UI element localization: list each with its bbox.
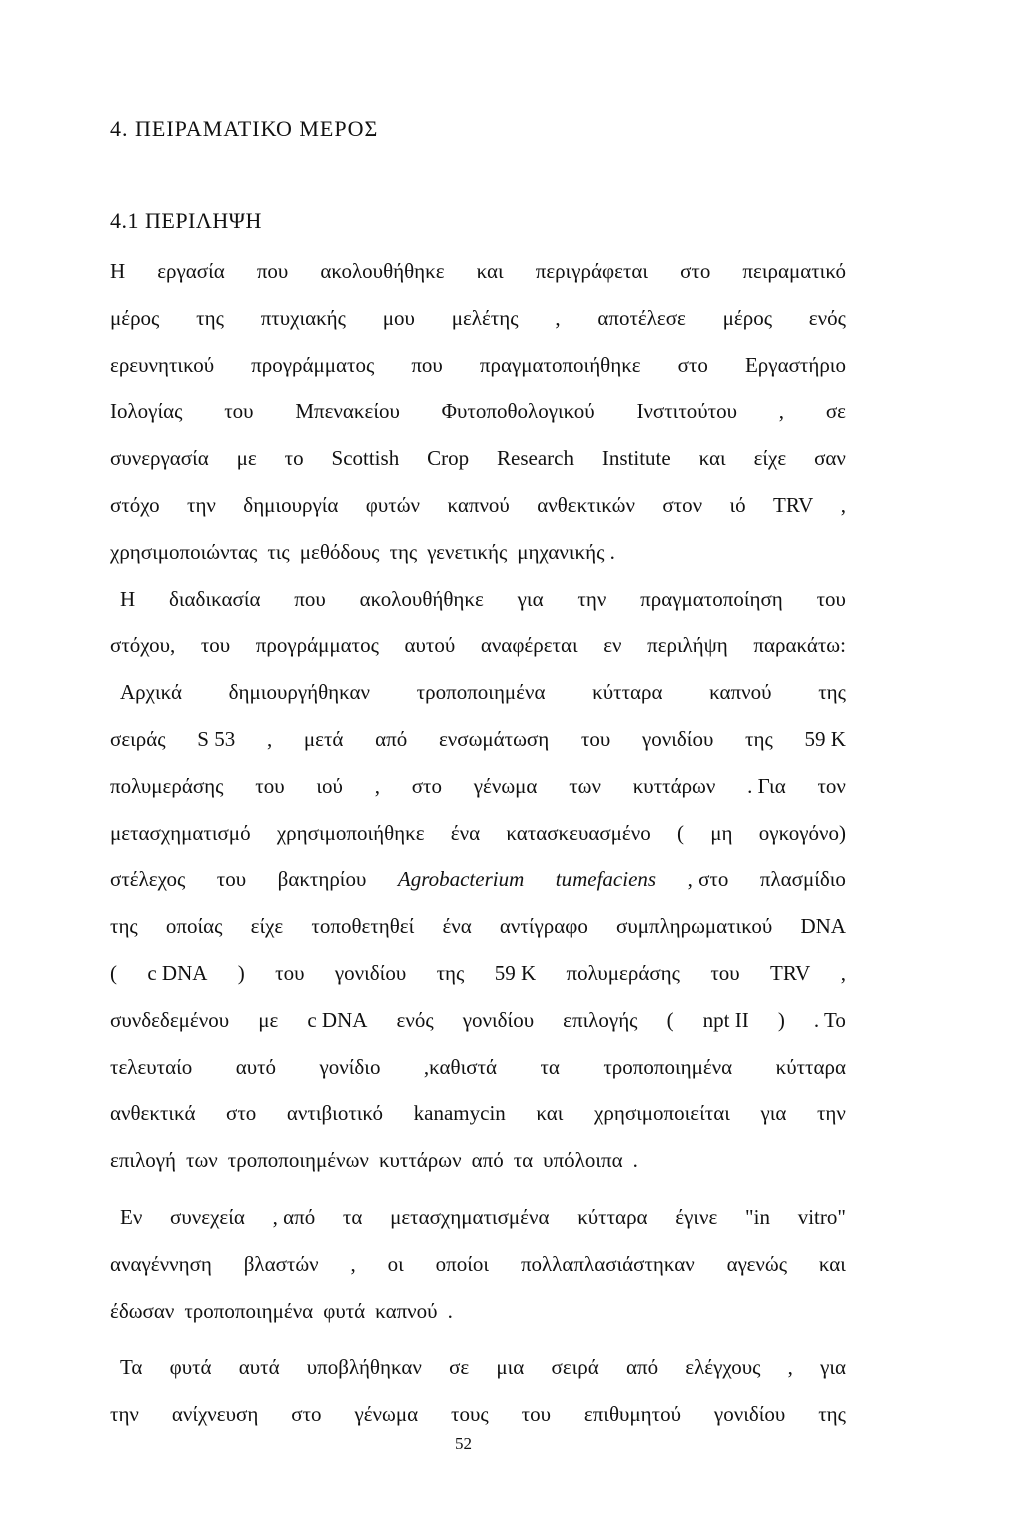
word: οποίας <box>165 914 223 939</box>
word: , <box>266 726 273 751</box>
word: στο <box>680 259 711 283</box>
word: στο <box>677 352 708 377</box>
word: που <box>256 259 289 283</box>
word: Τα <box>120 1355 143 1380</box>
word: της <box>389 539 418 564</box>
text-line <box>110 1090 846 1137</box>
word: από <box>471 1148 504 1173</box>
text-line <box>110 1194 846 1241</box>
word: TRV <box>773 492 814 517</box>
text-line <box>110 1137 846 1184</box>
word: ( <box>677 820 685 845</box>
word: Scottish <box>331 446 400 471</box>
word: τροποποιημένων <box>227 1148 369 1173</box>
word: 59 Κ <box>804 726 846 751</box>
section-heading: 4. ΠΕΙΡΑΜΑΤΙΚΟ ΜΕΡΟΣ <box>110 116 379 141</box>
word: συνεχεία <box>170 1204 245 1229</box>
word: φυτά <box>323 1298 366 1323</box>
word: την <box>110 1402 139 1427</box>
word: για <box>760 1101 787 1126</box>
word: γονιδίου <box>334 960 407 985</box>
page-number: 52 <box>455 1434 472 1453</box>
word: πολλαπλασιάστηκαν <box>520 1251 695 1276</box>
word: και <box>818 1251 846 1276</box>
word: για <box>820 1355 846 1380</box>
word: μέρος <box>110 305 160 330</box>
word: tumefaciens <box>555 867 657 892</box>
word: της <box>818 680 846 705</box>
word: αντίγραφο <box>499 914 588 939</box>
word: υποβλήθηκαν <box>306 1355 422 1380</box>
word: κύτταρα <box>775 1054 846 1079</box>
word: . <box>632 1148 638 1173</box>
text-line <box>110 669 846 716</box>
word: τοποθετηθεί <box>311 914 415 939</box>
word: του <box>275 960 305 985</box>
word: σειράς <box>110 726 166 751</box>
word: πραγματοποιήθηκε <box>479 352 641 377</box>
text-line <box>110 1391 846 1438</box>
word: είχε <box>250 914 284 939</box>
word: τροποποιημένα <box>603 1054 733 1079</box>
word: 59 Κ <box>494 960 537 985</box>
word: πτυχιακής <box>260 305 346 330</box>
word: σαν <box>814 446 846 471</box>
word: φυτά <box>169 1355 212 1380</box>
word: γένωμα <box>473 773 538 798</box>
word: που <box>411 352 443 377</box>
word: Η <box>120 586 136 611</box>
word: τα <box>513 1148 534 1173</box>
word: του <box>255 773 285 798</box>
text-line <box>110 997 846 1044</box>
word: είχε <box>753 446 787 471</box>
word: δημιουργήθηκαν <box>228 680 371 705</box>
word: από <box>375 726 408 751</box>
text-line <box>110 763 846 810</box>
text-line <box>110 482 846 529</box>
word: μελέτης <box>451 305 519 330</box>
word: στόχου, <box>110 633 176 658</box>
text-line <box>110 1241 846 1288</box>
word: TRV <box>770 960 811 985</box>
word: το <box>284 446 304 471</box>
word: πολυμεράσης <box>566 960 680 985</box>
word: στέλεχος <box>110 867 186 892</box>
word: τα <box>342 1204 363 1229</box>
word: ερευνητικού <box>110 352 215 377</box>
word: του <box>216 867 247 892</box>
subsection-heading: 4.1 ΠΕΡΙΛΗΨΗ <box>110 208 262 233</box>
word: στον <box>662 492 703 517</box>
word: αυτού <box>404 633 456 658</box>
word: υπόλοιπα <box>543 1148 623 1173</box>
word: εν <box>603 633 622 658</box>
word: χρησιμοποιείται <box>594 1101 730 1126</box>
word: διαδικασία <box>169 586 261 611</box>
word: Crop <box>427 446 470 471</box>
word: γονίδιο <box>319 1054 381 1079</box>
word: προγράμματος <box>255 633 379 658</box>
word: Μπενακείου <box>295 399 400 424</box>
word: της <box>818 1402 846 1427</box>
text-line <box>110 342 846 389</box>
text-line <box>110 1288 846 1335</box>
word: τελευταίο <box>110 1054 193 1079</box>
word: παρακάτω: <box>753 633 846 658</box>
word: μετά <box>303 726 344 751</box>
word: , <box>350 1251 356 1276</box>
word: vitro" <box>797 1204 846 1229</box>
word: επιλογής <box>563 1007 638 1032</box>
word: του <box>816 586 846 611</box>
word: κυττάρων <box>378 1148 462 1173</box>
word: πραγματοποίηση <box>640 586 783 611</box>
word: ανθεκτικά <box>110 1101 196 1126</box>
word: αυτά <box>238 1355 280 1380</box>
text-line <box>110 388 846 435</box>
word: ενσωμάτωση <box>438 726 550 751</box>
word: της <box>436 960 465 985</box>
word: του <box>224 399 254 424</box>
word: , από <box>272 1204 316 1229</box>
word: που <box>294 586 326 611</box>
word: στο <box>411 773 442 798</box>
word: περιλήψη <box>647 633 728 658</box>
word: την <box>187 492 216 517</box>
word: αποτέλεσε <box>597 305 686 330</box>
text-line <box>110 622 846 669</box>
word: ενός <box>396 1007 434 1032</box>
word: από <box>625 1355 659 1380</box>
word: εργασία <box>157 259 225 283</box>
text-line <box>110 903 846 950</box>
word: γένωμα <box>354 1402 419 1427</box>
word: , <box>778 399 785 424</box>
word: της <box>110 914 138 939</box>
word: ογκογόνο) <box>758 820 846 845</box>
word: καπνού <box>447 492 510 517</box>
word: του <box>580 726 611 751</box>
word: με <box>258 1007 279 1032</box>
text-line <box>110 248 846 295</box>
word: συνδεδεμένου <box>110 1007 230 1032</box>
word: προγράμματος <box>251 352 375 377</box>
word: έγινε <box>675 1204 718 1229</box>
word: σε <box>825 399 846 424</box>
word: , <box>374 773 380 798</box>
text-line <box>110 435 846 482</box>
word: ( <box>110 960 117 985</box>
word: Φυτοποθολογικού <box>441 399 595 424</box>
text-line <box>110 529 846 576</box>
word: μέρος <box>722 305 773 330</box>
word: καπνού <box>709 680 772 705</box>
text-line <box>110 1044 846 1091</box>
word: . Για <box>747 773 786 798</box>
word: Agrobacterium <box>397 867 525 892</box>
word: DNA <box>800 914 846 939</box>
word: τον <box>817 773 846 798</box>
word: ανθεκτικών <box>537 492 635 517</box>
word: αντιβιοτικό <box>286 1101 384 1126</box>
text-line <box>110 716 846 763</box>
word: αναγέννηση <box>110 1251 212 1276</box>
word: , στο <box>687 867 729 892</box>
text-line <box>110 576 846 623</box>
word: και <box>698 446 726 471</box>
word: μεθόδους <box>299 539 380 564</box>
word: ιό <box>729 492 746 517</box>
word: επιθυμητού <box>583 1402 681 1427</box>
word: πλασμίδιο <box>759 867 846 892</box>
word: ιού <box>316 773 343 798</box>
word: οι <box>387 1251 404 1276</box>
word: ελέγχους <box>685 1355 761 1380</box>
word: ακολουθήθηκε <box>320 259 445 283</box>
word: ακολουθήθηκε <box>359 586 484 611</box>
word: ένα <box>450 820 481 845</box>
word: σε <box>449 1355 470 1380</box>
word: ( <box>666 1007 674 1032</box>
word: ένα <box>442 914 472 939</box>
word: κύτταρα <box>577 1204 648 1229</box>
word: των <box>569 773 601 798</box>
word: συμπληρωματικού <box>616 914 773 939</box>
word: πειραματικό <box>742 259 846 283</box>
word: για <box>517 586 544 611</box>
text-line <box>110 1344 846 1391</box>
word: βλαστών <box>243 1251 319 1276</box>
word: , <box>840 492 846 517</box>
word: φυτών <box>365 492 421 517</box>
word: Ινστιτούτου <box>636 399 738 424</box>
word: της <box>196 305 224 330</box>
word: γονιδίου <box>641 726 714 751</box>
word: σειρά <box>551 1355 599 1380</box>
word: S 53 <box>197 726 236 751</box>
word: συνεργασία <box>110 446 209 471</box>
word: , <box>555 305 561 330</box>
word: των <box>186 1148 218 1173</box>
word: στόχο <box>110 492 160 517</box>
text-line <box>110 295 846 342</box>
word: kanamycin <box>413 1101 506 1126</box>
word: χρησιμοποιώντας <box>110 539 258 564</box>
word: μηχανικής . <box>517 539 615 564</box>
word: μια <box>496 1355 525 1380</box>
word: Εργαστήριο <box>744 352 846 377</box>
word: καπνού <box>375 1298 438 1323</box>
word: και <box>476 259 504 283</box>
word: , <box>787 1355 793 1380</box>
word: Ιολογίας <box>110 399 183 424</box>
word: στο <box>291 1402 322 1427</box>
word: Η <box>110 259 126 283</box>
word: κατασκευασμένο <box>506 820 651 845</box>
word: και <box>536 1101 564 1126</box>
word: πολυμεράσης <box>110 773 224 798</box>
word: μετασχηματισμό <box>110 820 251 845</box>
word: Research <box>497 446 574 471</box>
word: τις <box>267 539 290 564</box>
word: Institute <box>601 446 671 471</box>
word: ) <box>777 1007 785 1032</box>
word: , <box>840 960 846 985</box>
word: τα <box>540 1054 560 1079</box>
word: οποίοι <box>435 1251 490 1276</box>
word: βακτηρίου <box>277 867 367 892</box>
word: c DNA <box>307 1007 368 1032</box>
word: αναφέρεται <box>480 633 578 658</box>
word: Αρχικά <box>120 680 183 705</box>
word: γενετικής <box>427 539 508 564</box>
text-line <box>110 856 846 903</box>
word: npt II <box>702 1007 749 1032</box>
word: κύτταρα <box>592 680 663 705</box>
word: της <box>745 726 773 751</box>
word: . Το <box>813 1007 846 1032</box>
word: κυττάρων <box>632 773 716 798</box>
word: ενός <box>808 305 846 330</box>
word: c DNA <box>147 960 208 985</box>
body-text <box>110 248 846 1438</box>
word: ανίχνευση <box>171 1402 259 1427</box>
word: ) <box>237 960 245 985</box>
word: την <box>577 586 607 611</box>
word: την <box>816 1101 846 1126</box>
word: τους <box>451 1402 489 1427</box>
text-line <box>110 810 846 857</box>
word: χρησιμοποιήθηκε <box>276 820 425 845</box>
word: του <box>521 1402 551 1427</box>
word: . <box>447 1298 453 1323</box>
word: γονιδίου <box>713 1402 786 1427</box>
word: τροποποιημένα <box>184 1298 314 1323</box>
word: γονιδίου <box>462 1007 535 1032</box>
word: αγενώς <box>726 1251 788 1276</box>
word: τροποποιημένα <box>416 680 546 705</box>
word: "in <box>745 1204 770 1229</box>
word: αυτό <box>235 1054 277 1079</box>
word: περιγράφεται <box>535 259 649 283</box>
word: με <box>236 446 257 471</box>
word: έδωσαν <box>110 1298 175 1323</box>
word: μετασχηματισμένα <box>390 1204 550 1229</box>
word: ,καθιστά <box>423 1054 498 1079</box>
word: στο <box>226 1101 257 1126</box>
word: μου <box>382 305 415 330</box>
word: του <box>200 633 231 658</box>
word: επιλογή <box>110 1148 177 1173</box>
word: του <box>710 960 740 985</box>
word: Εν <box>120 1204 143 1229</box>
text-line <box>110 950 846 997</box>
word: μη <box>710 820 733 845</box>
word: δημιουργία <box>243 492 339 517</box>
